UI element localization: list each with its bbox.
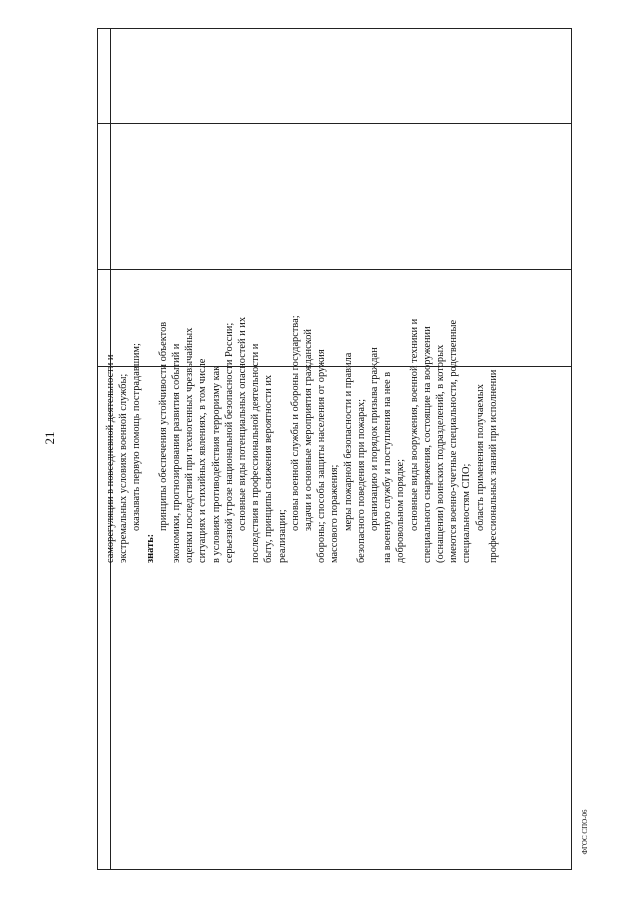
text-line: реализации; — [276, 509, 288, 563]
text-line: обороны; способы защиты населения от оружия — [316, 349, 328, 563]
text-line: оценки последствий при техногенных чрезвычайных — [184, 327, 196, 563]
text-line: профессиональных знаний при исполнении — [487, 369, 499, 563]
text-line: область применения получаемых — [474, 384, 486, 531]
text-line: принципы обеспечения устойчивости объектов — [157, 321, 169, 531]
text-line: основные виды вооружения, военной техники и — [408, 318, 420, 531]
text-line: массового поражения; — [329, 464, 341, 563]
text-line: экономики, прогнозирования развития событий и — [171, 343, 183, 563]
text-line: имеются военно-учетные специальности, родственные — [448, 319, 460, 563]
text-line: основные виды потенциальных опасностей и их — [237, 316, 249, 531]
text-line: организацию и порядок призыва граждан — [369, 347, 381, 531]
text-line: ситуациях и стихийных явлениях, в том числе — [197, 358, 209, 563]
footer-code — [578, 802, 592, 862]
text-line: добровольном порядке; — [395, 458, 407, 563]
text-line: знать: — [144, 533, 156, 563]
text-line: (оснащении) воинских подразделений, в которых — [435, 344, 447, 563]
page-number: 21 — [42, 431, 57, 445]
text-cell — [98, 29, 573, 871]
cell-divider — [98, 123, 571, 124]
text-line: серьезной угрозе национальной безопасности России; — [223, 322, 235, 563]
text-line: последствия в профессиональной деятельности и — [250, 343, 262, 563]
text-line: быту, принципы снижения вероятности их — [263, 374, 275, 563]
cell-divider — [98, 366, 571, 367]
text-line: меры пожарной безопасности и правила — [342, 352, 354, 531]
text-line: основы военной службы и обороны государства; — [289, 315, 301, 531]
table — [97, 28, 572, 870]
text-line: саморегуляции в повседневной деятельности и — [105, 354, 116, 563]
text-line: специальностям СПО; — [461, 463, 473, 563]
requirements-text — [98, 31, 508, 571]
text-line: экстремальных условиях военной службы; — [118, 373, 130, 563]
text-line: специального снаряжения, состоящие на вооружении — [421, 326, 433, 563]
footer-code-text: ФГОС СПО-06 — [581, 809, 589, 855]
text-line: задачи и основные мероприятия гражданской — [303, 329, 315, 531]
text-line: оказывать первую помощь пострадавшим; — [131, 343, 143, 531]
text-line: безопасного поведения при пожарах; — [355, 398, 367, 563]
text-line: на военную службу и поступления на нее в — [382, 371, 394, 563]
text-line: в условиях противодействия терроризму как — [210, 365, 222, 563]
cell-divider — [98, 269, 571, 270]
